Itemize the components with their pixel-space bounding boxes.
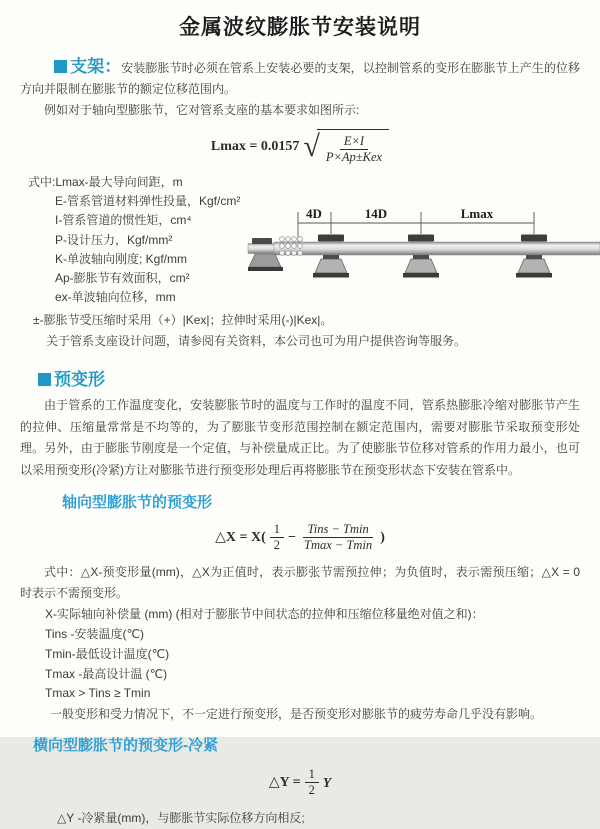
section-marker-icon — [38, 373, 51, 386]
dim-label-4d: 4D — [306, 206, 322, 221]
temp-inequality-line: Tmax > Tins ≥ Tmin — [45, 686, 151, 701]
delta-y-note: △Y -冷紧量(mm)，与膨胀节实际位移方向相反; — [57, 811, 305, 826]
subsection-title-axial: 轴向型膨胀节的预变形 — [62, 494, 213, 511]
formula-lateral-pre: △Y = — [268, 775, 301, 791]
preform-paragraph: 由于管系的工作温度变化，安装膨胀节时的温度与工作时的温度不同，管系热膨胀冷缩对膨胀节产生的拉伸、压缩量常常是不均等的，为了膨胀节变形范围控制在额定范围内，需要对膨胀节采取预变形处理。另外，由于膨胀节刚度是一个定值，与补偿量成正比。为了使膨胀节位移对管系的作用力最小，也可以采用预变形(冷紧)方让对膨胀节进行预变形处理后再将膨胀节在预变形状态下安装在管系中。 — [20, 398, 580, 477]
dim-label-lmax: Lmax — [460, 206, 494, 221]
formula-lateral-post: Y — [322, 774, 332, 790]
temp-definition-line: Tins -安装温度(℃) — [45, 627, 145, 641]
section-title-preform: 预变形 — [38, 365, 600, 390]
x-definition-line: X-实际轴向补偿量 (mm) (相对于膨胀节中间状态的拉伸和压缩位移量绝对值之和)： — [45, 607, 484, 621]
definition-line: 式中:Lmax-最大导向间距，m — [28, 175, 183, 189]
half-denominator: 2 — [308, 783, 315, 798]
minus-sign: − — [288, 529, 297, 545]
formula-lmax-denominator: P×Ap±Kex — [325, 150, 383, 164]
definition-line: I-管系管道的惯性矩，cm⁴ — [55, 213, 192, 228]
section-marker-icon — [54, 60, 67, 73]
pipe — [274, 242, 600, 255]
support-section-paragraph — [20, 56, 580, 100]
half-numerator: 1 — [305, 767, 319, 783]
pipe-support-diagram — [248, 203, 600, 299]
formula-lmax-numerator: E×I — [340, 134, 368, 150]
formula-lmax-lhs: Lmax = 0.0157 — [210, 139, 300, 154]
definition-line: ex-单波轴向位移，mm — [55, 290, 176, 305]
pipe-support — [313, 235, 349, 278]
formula-axial-pre: △X = X( — [215, 530, 266, 545]
formula-axial — [0, 522, 600, 553]
support-example-text: 例如对于轴向型膨胀节，它对管系支座的基本要求如图所示: — [44, 103, 360, 117]
dim-label-14d: 14D — [364, 206, 388, 221]
axial-explain-paragraph: 式中：△X-预变形量(mm)，△X为正值时，表示膨张节需预拉伸；为负值时，表示需预压缩；△X = 0时表示不需预变形。 — [20, 565, 580, 600]
temp-definition-line: Tmin-最低设计温度(℃) — [45, 646, 170, 661]
general-note-line: 一般变形和受力情况下，不一定进行预变形，是否预变形对膨胀节的疲劳寿命几乎没有影响。 — [50, 707, 543, 722]
formula-lateral — [0, 767, 600, 798]
section-title-support: 支架： — [54, 57, 121, 76]
formula-lmax — [0, 129, 600, 165]
page-title: 金属波纹膨胀节安装说明 — [179, 16, 421, 39]
pipe-support — [403, 235, 439, 278]
sqrt-radical — [303, 129, 389, 165]
pipe-support — [516, 235, 552, 278]
support-intro-text: 安装膨胀节时必须在管系上安装必要的支架，以控制管系的变形在膨胀节上产生的位移方向并限制在膨胀节的额定位移范围内。 — [20, 61, 580, 96]
half-numerator: 1 — [270, 522, 284, 538]
radical-symbol: √ — [303, 130, 320, 164]
subsection-title-lateral: 横向型膨胀节的预变形-冷紧 — [33, 737, 218, 755]
definition-line: K-单波轴向刚度; Kgf/mm — [55, 251, 188, 266]
temp-denominator: Tmax − Tmin — [304, 538, 373, 552]
definitions-and-diagram — [28, 173, 600, 308]
formula-axial-post: ) — [380, 529, 385, 545]
definition-line: Ap-膨胀节有效面积，cm² — [55, 271, 190, 286]
temp-numerator: Tins − Tmin — [303, 522, 372, 538]
consult-note: 关于管系支座设计问题，请参阅有关资料，本公司也可为用户提供咨询等服务。 — [46, 334, 467, 348]
plus-minus-note: ±-膨胀节受压缩时采用（+）|Kex|；拉伸时采用(-)|Kex|。 — [33, 313, 333, 327]
temp-definition-line: Tmax -最高设计温 (℃) — [45, 666, 168, 681]
definition-line: P-设计压力，Kgf/mm² — [55, 232, 173, 247]
half-denominator: 2 — [273, 538, 281, 552]
definition-line: E-管系管道材料弹性投量，Kgf/cm² — [55, 194, 241, 209]
